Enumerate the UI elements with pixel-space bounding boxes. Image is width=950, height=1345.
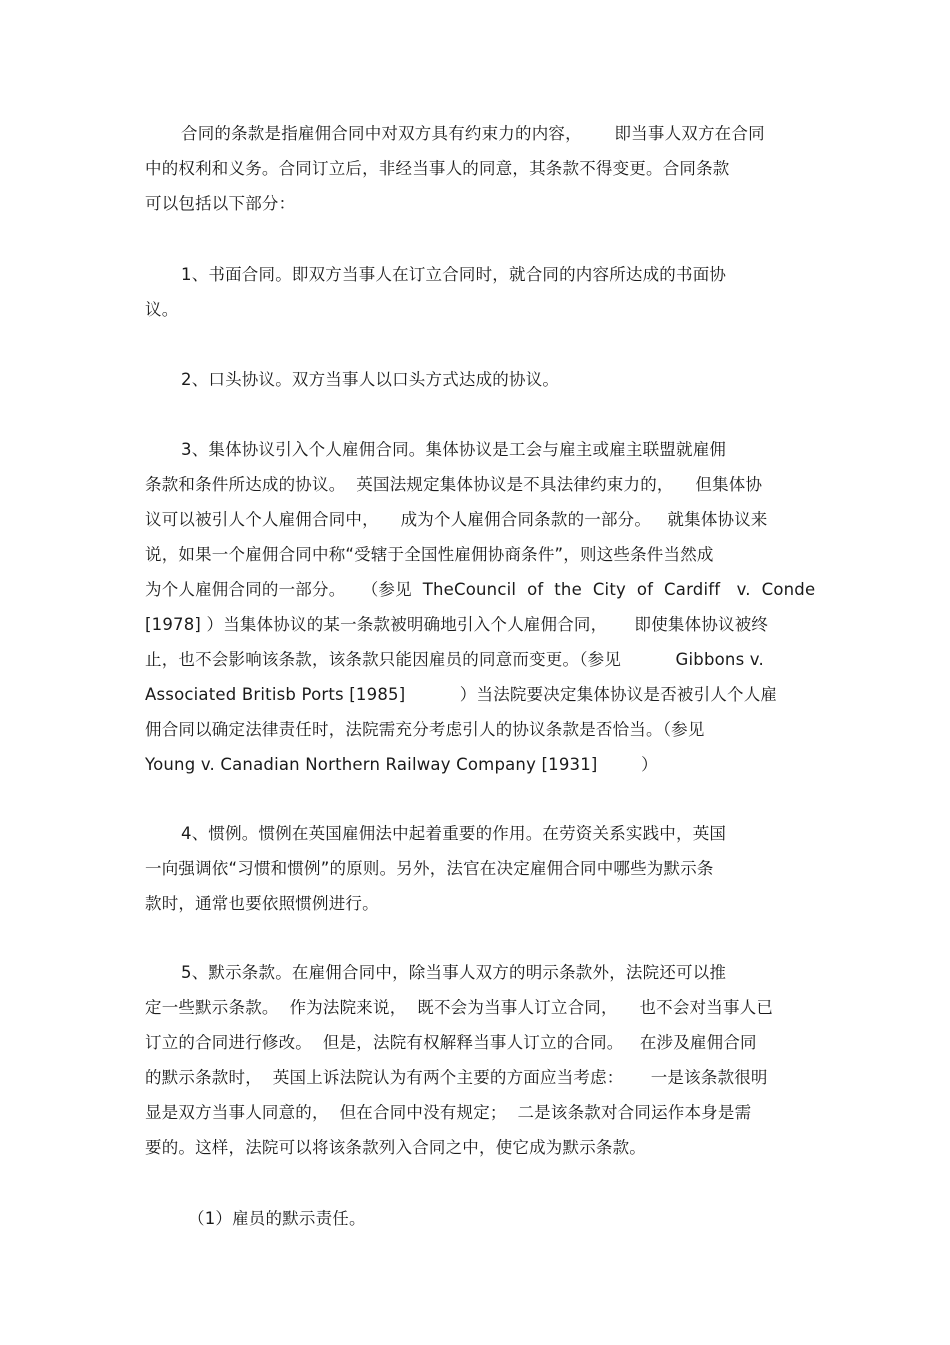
item-3-line-8: Associated Britisb Ports [1985] ）当法院要决定集体协议是否被引人个人雇 [145, 685, 778, 704]
item-5-line-5: 显是双方当事人同意的， 但在合同中没有规定； 二是该条款对合同运作本身是需 [145, 1103, 752, 1122]
item-3-line-2: 条款和条件所达成的协议。 英国法规定集体协议是不具法律约束力的， 但集体协 [145, 475, 763, 494]
item-4-line-2: 一向强调依“习惯和惯例”的原则。另外，法官在决定雇佣合同中哪些为默示条 [145, 859, 714, 878]
item-3-line-10: Young v. Canadian Northern Railway Company [1931] ） [145, 755, 658, 774]
item-1-line-2: 议。 [145, 300, 179, 319]
item-3-line-6: [1978] ）当集体协议的某一条款被明确地引入个人雇佣合同， 即使集体协议被终 [145, 615, 769, 634]
item-5-line-6: 要的。这样，法院可以将该条款列入合同之中，使它成为默示条款。 [145, 1138, 646, 1157]
item-3-line-3: 议可以被引人个人雇佣合同中， 成为个人雇佣合同条款的一部分。 就集体协议来 [145, 510, 768, 529]
item-5-line-3: 订立的合同进行修改。 但是，法院有权解释当事人订立的合同。 在涉及雇佣合同 [145, 1033, 757, 1052]
item-3-line-5: 为个人雇佣合同的一部分。 （参见 TheCouncil of the City of Cardiff v. Conde [145, 580, 816, 599]
item-3-line-9: 佣合同以确定法律责任时，法院需充分考虑引人的协议条款是否恰当。（参见 [145, 720, 705, 739]
item-4-line-3: 款时，通常也要依照惯例进行。 [145, 894, 379, 913]
item-3-line-7: 止，也不会影响该条款，该条款只能因雇员的同意而变更。（参见 Gibbons v. [145, 650, 764, 669]
item-5-line-2: 定一些默示条款。 作为法院来说， 既不会为当事人订立合同， 也不会对当事人已 [145, 998, 774, 1017]
paragraph-intro-line-1: 合同的条款是指雇佣合同中对双方具有约束力的内容， 即当事人双方在合同 [181, 124, 765, 143]
item-4-line-1: 4、惯例。惯例在英国雇佣法中起着重要的作用。在劳资关系实践中，英国 [181, 824, 727, 843]
item-1-line-1: 1、书面合同。即双方当事人在订立合同时，就合同的内容所达成的书面协 [181, 265, 727, 284]
item-2-line-1: 2、口头协议。双方当事人以口头方式达成的协议。 [181, 370, 560, 389]
paragraph-intro-line-2: 中的权利和义务。合同订立后，非经当事人的同意，其条款不得变更。合同条款 [145, 159, 730, 178]
item-3-line-1: 3、集体协议引入个人雇佣合同。集体协议是工会与雇主或雇主联盟就雇佣 [181, 440, 727, 459]
subheading-employee-implied-duty: （1）雇员的默示责任。 [188, 1209, 366, 1228]
item-5-line-4: 的默示条款时， 英国上诉法院认为有两个主要的方面应当考虑： 一是该条款很明 [145, 1068, 768, 1087]
item-3-line-4: 说，如果一个雇佣合同中称“受辖于全国性雇佣协商条件”，则这些条件当然成 [145, 545, 714, 564]
paragraph-intro-line-3: 可以包括以下部分： [145, 194, 296, 213]
item-5-line-1: 5、默示条款。在雇佣合同中，除当事人双方的明示条款外，法院还可以推 [181, 963, 727, 982]
